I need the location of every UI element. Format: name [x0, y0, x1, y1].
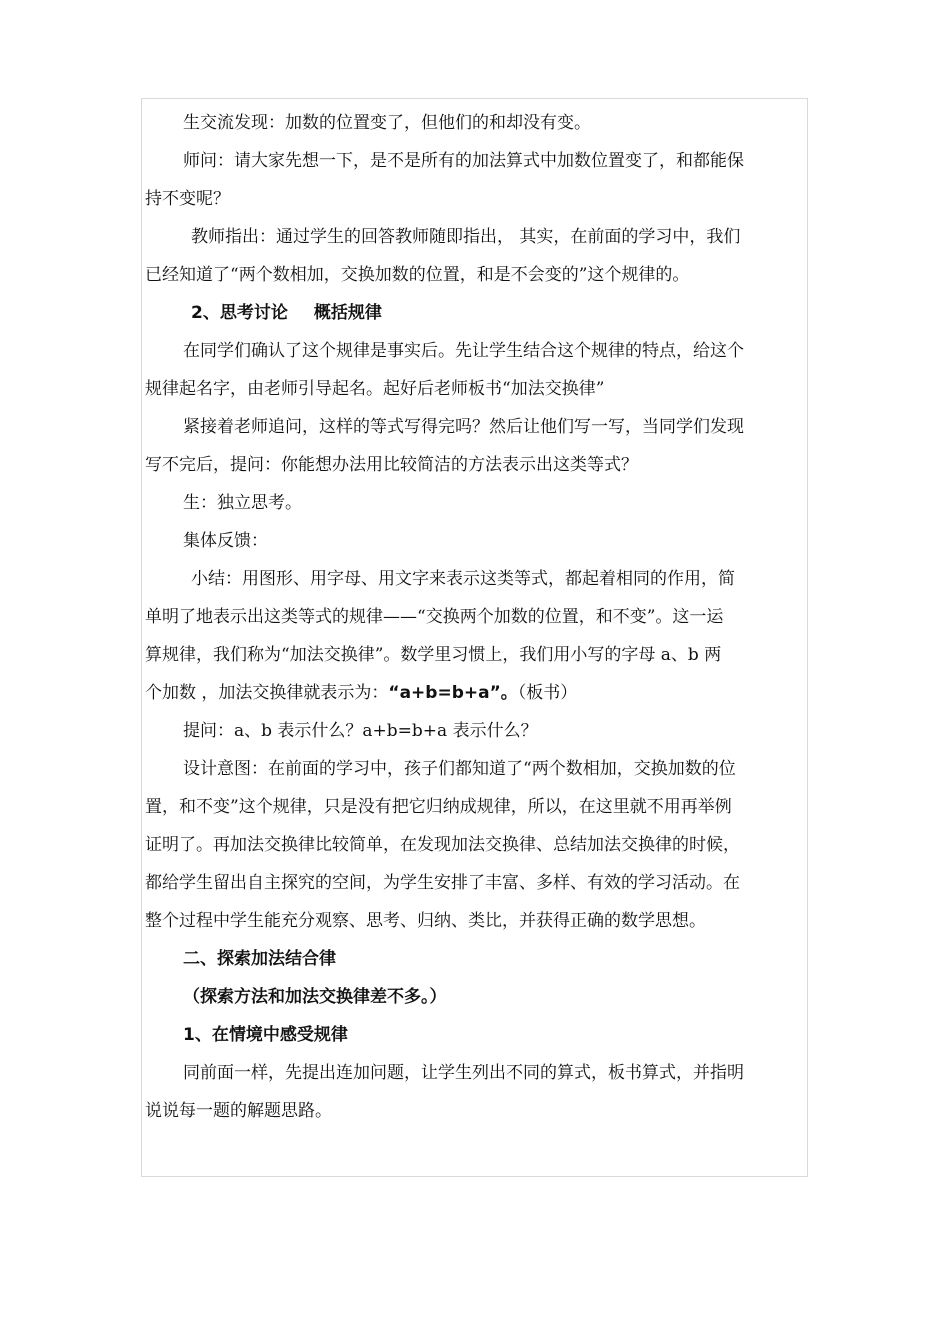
- formula-text: “a+b=b+a”。: [388, 683, 518, 703]
- paragraph: 规律起名字，由老师引导起名。起好后老师板书“加法交换律”: [145, 379, 605, 399]
- paragraph: 算规律，我们称为“加法交换律”。数学里习惯上，我们用小写的字母 a、b 两: [145, 645, 722, 665]
- paragraph: 都给学生留出自主探究的空间，为学生安排了丰富、多样、有效的学习活动。在: [145, 873, 740, 893]
- paragraph: 设计意图：在前面的学习中，孩子们都知道了“两个数相加，交换加数的位: [183, 759, 736, 779]
- board-note-text: （板书）: [517, 683, 578, 703]
- paragraph: 已经知道了“两个数相加，交换加数的位置，和是不会变的”这个规律的。: [145, 265, 690, 285]
- paragraph: 生：独立思考。: [183, 493, 302, 513]
- paragraph: 写不完后，提问：你能想办法用比较简洁的方法表示出这类等式？: [145, 455, 638, 475]
- formula-intro-text: 个加数 ，加法交换律就表示为：: [145, 683, 389, 703]
- paragraph: 持不变呢？: [145, 189, 230, 209]
- paragraph: 小结：用图形、用字母、用文字来表示这类等式，都起着相同的作用，简: [191, 569, 735, 589]
- paragraph: 教师指出：通过学生的回答教师随即指出， 其实，在前面的学习中，我们: [191, 227, 741, 247]
- paragraph: 说说每一题的解题思路。: [145, 1101, 332, 1121]
- paragraph: 证明了。再加法交换律比较简单，在发现加法交换律、总结加法交换律的时候，: [145, 835, 740, 855]
- section-heading: 二、探索加法结合律: [183, 949, 336, 969]
- heading-title-text: 概括规律: [313, 303, 382, 323]
- paragraph: 在同学们确认了这个规律是事实后。先让学生结合这个规律的特点，给这个: [183, 341, 744, 361]
- paragraph: 紧接着老师追问，这样的等式写得完吗？然后让他们写一写，当同学们发现: [183, 417, 744, 437]
- paragraph: 整个过程中学生能充分观察、思考、归纳、类比，并获得正确的数学思想。: [145, 911, 706, 931]
- paragraph: [145, 674, 813, 712]
- paragraph: 生交流发现：加数的位置变了，但他们的和却没有变。: [183, 113, 591, 133]
- paragraph: 提问：a、b 表示什么？a+b=b+a 表示什么？: [183, 721, 538, 741]
- section-heading: [145, 294, 813, 332]
- document-body: [145, 104, 813, 1130]
- heading-number-text: 2、思考讨论: [191, 303, 288, 323]
- paragraph: 同前面一样，先提出连加问题，让学生列出不同的算式，板书算式，并指明: [183, 1063, 744, 1083]
- paragraph: 单明了地表示出这类等式的规律——“交换两个加数的位置，和不变”。这一运: [145, 607, 724, 627]
- section-heading: 1、在情境中感受规律: [183, 1025, 348, 1045]
- section-note: （探索方法和加法交换律差不多。）: [183, 987, 447, 1007]
- paragraph: 置，和不变”这个规律，只是没有把它归纳成规律，所以，在这里就不用再举例: [145, 797, 732, 817]
- paragraph: 集体反馈：: [183, 531, 268, 551]
- paragraph: 师问：请大家先想一下，是不是所有的加法算式中加数位置变了，和都能保: [183, 151, 744, 171]
